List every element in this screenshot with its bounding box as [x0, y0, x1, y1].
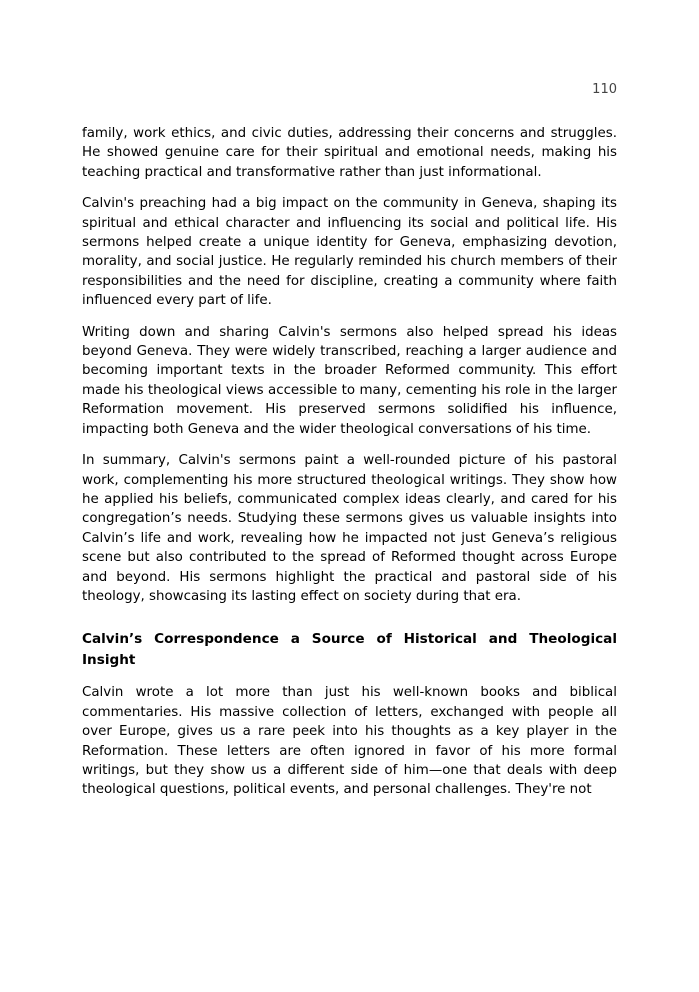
section-heading: Calvin’s Correspondence a Source of Historical and Theological Insight — [82, 631, 617, 669]
paragraph: In summary, Calvin's sermons paint a well-rounded picture of his pastoral work, complementing his more structured theological writings. They show how he applied his beliefs, communicated complex ideas clearly, and cared for his congregation’s needs. Studying these sermons gives us valuable insights into Calvin’s life and work, revealing how he impacted not just Geneva’s religious scene but also contributed to the spread of Reformed thought across Europe and beyond. His sermons highlight the practical and pastoral side of his theology, showcasing its lasting effect on society during that era. — [82, 453, 617, 604]
paragraph: Writing down and sharing Calvin's sermons also helped spread his ideas beyond Geneva. They were widely transcribed, reaching a larger audience and becoming important texts in the broader Reformed community. This effort made his theological views accessible to many, cementing his role in the larger Reformation movement. His preserved sermons solidified his influence, impacting both Geneva and the wider theological conversations of his time. — [82, 324, 617, 437]
paragraph: Calvin wrote a lot more than just his well-known books and biblical commentaries. His massive collection of letters, exchanged with people all over Europe, gives us a rare peek into his thoughts as a key player in the Reformation. These letters are often ignored in favor of his more formal writings, but they show us a different side of him—one that deals with deep theological questions, political events, and personal challenges. They're not — [82, 685, 617, 798]
paragraph: Calvin's preaching had a big impact on the community in Geneva, shaping its spiritual and ethical character and influencing its social and political life. His sermons helped create a unique identity for Geneva, emphasizing devotion, morality, and social justice. He regularly reminded his church members of their responsibilities and the need for discipline, creating a community where faith influenced every part of life. — [82, 196, 617, 309]
page-number: 110 — [592, 82, 617, 97]
paragraph: family, work ethics, and civic duties, addressing their concerns and struggles. He showed genuine care for their spiritual and emotional needs, making his teaching practical and transformative rather than just informational. — [82, 126, 617, 180]
